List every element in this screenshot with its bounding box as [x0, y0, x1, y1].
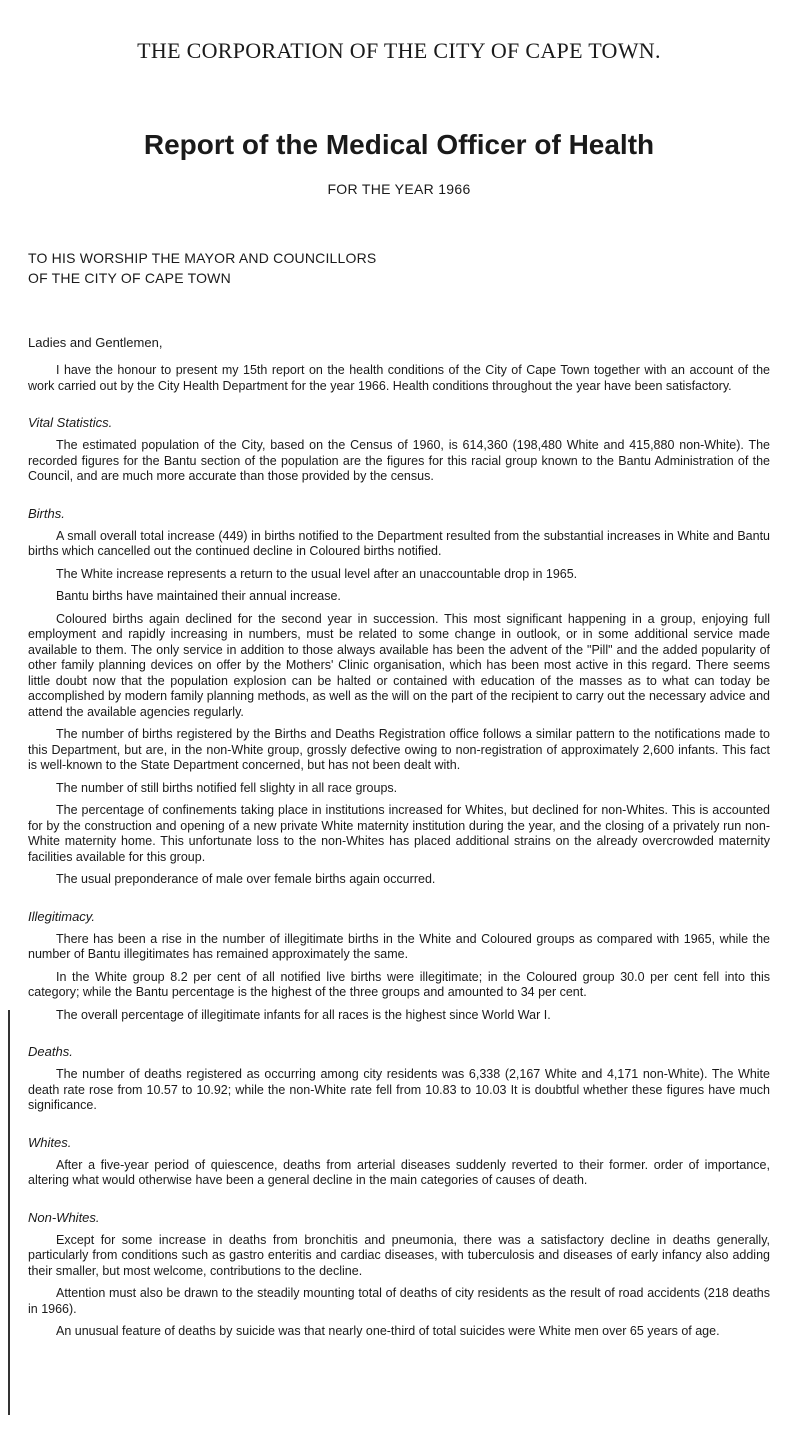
births-paragraph-4: Coloured births again declined for the second year in succession. This most significant happening in a group, enjoying full employment and rapidly increasing in numbers, must be related to some change in outlook, or in some additional service made available to them. The only service in addition to those always available has been the advent of the "Pill" and the added popularity of other family planning devices on offer by the Mothers' Clinic organisation, which has been most active in this regard. There seems little doubt now that the population explosion can be halted or contained with education of the masses as to what can today be accomplished by modern family planning methods, as well as the will on the part of the recipient to carry out the necessary advice and attend the available agencies regularly. — [28, 611, 770, 719]
deaths-paragraph: The number of deaths registered as occurring among city residents was 6,338 (2,167 White and 4,171 non-White). The White death rate rose from 10.57 to 10.92; while the non-White rate fell from 10.83 to 10.03 It is doubtful whether these figures have much significance. — [28, 1067, 770, 1112]
section-heading-illegitimacy: Illegitimacy. — [28, 908, 95, 924]
illegitimacy-paragraph-3: The overall percentage of illegitimate infants for all races is the highest since World War I. — [56, 1007, 551, 1022]
report-subtitle: FOR THE YEAR 1966 — [327, 181, 471, 197]
non-whites-paragraph-1: Except for some increase in deaths from bronchitis and pneumonia, there was a satisfactory decline in deaths generally, particularly from conditions such as gastro enteritis and cardiac diseases, with tuberculosis and diseases of early infancy also adding their smaller, but most welcome, contributions to the decline. — [28, 1232, 770, 1278]
section-heading-vital-statistics: Vital Statistics. — [28, 415, 113, 430]
births-paragraph-1: A small overall total increase (449) in births notified to the Department resulted from the substantial increases in White and Bantu births which cancelled out the continued decline in Coloured births notified. — [28, 528, 770, 558]
births-paragraph-8: The usual preponderance of male over female births again occurred. — [56, 872, 436, 886]
births-paragraph-6: The number of still births notified fell slighty in all race groups. — [56, 780, 398, 795]
births-paragraph-2: The White increase represents a return to the usual level after an unaccountable drop in 1965. — [56, 566, 578, 581]
illegitimacy-paragraph-1: There has been a rise in the number of illegitimate births in the White and Coloured groups as compared with 1965, while the number of Bantu illegitimates has remained approximately the same. — [28, 931, 770, 961]
births-paragraph-5: The number of births registered by the Births and Deaths Registration office follows a similar pattern to the notifications made to this Department, but are, in the non-White group, grossly defective owing to non-registration of approximately 2,600 infants. This fact is well-known to the State Department concerned, but has not been dealt with. — [28, 727, 770, 772]
births-paragraph-3: Bantu births have maintained their annual increase. — [56, 589, 341, 603]
births-paragraph-7: The percentage of confinements taking place in institutions increased for Whites, but declined for non-Whites. This is accounted for by the construction and opening of a new private White maternity institution during the year, and the closing of a privately run non-White maternity home. This unfortunate loss to the non-Whites has placed additional strains on the already overcrowded maternity facilities available for this group. — [28, 803, 770, 864]
section-heading-deaths: Deaths. — [28, 1044, 73, 1059]
report-title: Report of the Medical Officer of Health — [143, 129, 655, 160]
address-line-1: TO HIS WORSHIP THE MAYOR AND COUNCILLORS — [28, 250, 377, 266]
whites-paragraph: After a five-year period of quiescence, deaths from arterial diseases suddenly reverted to their former. order of importance, altering what would otherwise have been a general decline in the main categories of causes of death. — [28, 1157, 770, 1187]
non-whites-paragraph-2: Attention must also be drawn to the steadily mounting total of deaths of city residents as the result of road accidents (218 deaths in 1966). — [28, 1286, 770, 1316]
section-heading-non-whites: Non-Whites. — [28, 1209, 100, 1225]
section-heading-whites: Whites. — [28, 1134, 72, 1150]
corporation-heading: THE CORPORATION OF THE CITY OF CAPE TOWN. — [137, 38, 661, 63]
salutation: Ladies and Gentlemen, — [28, 335, 163, 350]
margin-binding-line — [8, 1010, 10, 1415]
address-block — [28, 248, 770, 288]
address-line-2: OF THE CITY OF CAPE TOWN — [28, 270, 231, 286]
vital-statistics-paragraph: The estimated population of the City, based on the Census of 1960, is 614,360 (198,480 White and 415,880 non-White). The recorded figures for the Bantu section of the population are the figures for this racial group known to the Bantu Administration of the Council, and are much more accurate than those provided by the census. — [28, 438, 770, 483]
illegitimacy-paragraph-2: In the White group 8.2 per cent of all notified live births were illegitimate; in the Coloured group 30.0 per cent fell into this category; while the Bantu percentage is the highest of the three groups and amounted to 34 per cent. — [28, 969, 770, 999]
non-whites-paragraph-3: An unusual feature of deaths by suicide was that nearly one-third of total suicides were White men over 65 years of age. — [56, 1324, 720, 1338]
intro-paragraph: I have the honour to present my 15th report on the health conditions of the City of Cape Town together with an account of the work carried out by the City Health Department for the year 1966. Health conditions throughout the year have been satisfactory. — [28, 363, 770, 393]
section-heading-births: Births. — [28, 505, 65, 521]
